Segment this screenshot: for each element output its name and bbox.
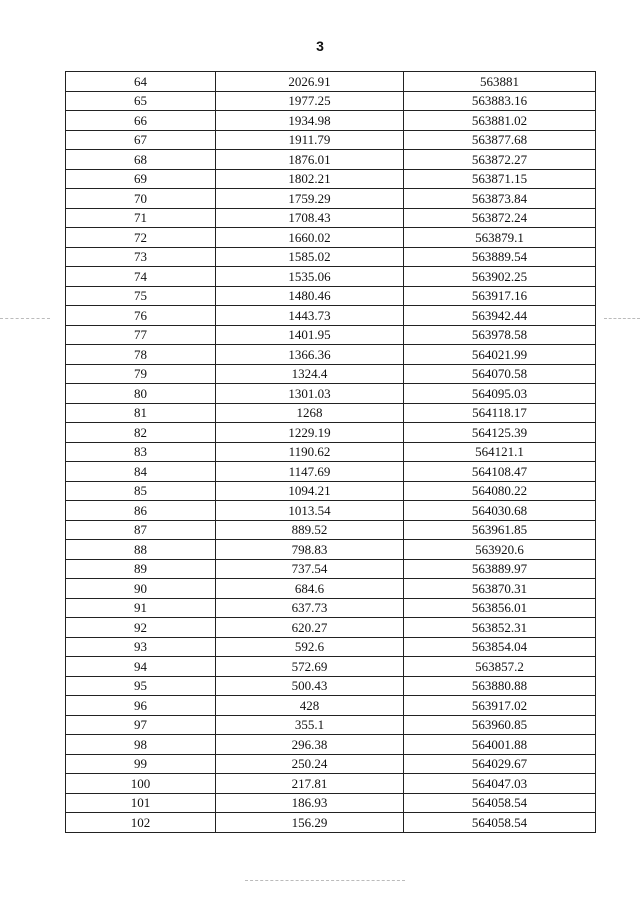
- y-coordinate-cell: 564047.03: [404, 774, 596, 794]
- table-row: [66, 72, 596, 92]
- x-coordinate-cell: 1535.06: [216, 267, 404, 287]
- table-body: [66, 72, 596, 833]
- y-coordinate-cell: 563902.25: [404, 267, 596, 287]
- point-number-cell: 88: [66, 540, 216, 560]
- y-coordinate-cell: 564029.67: [404, 754, 596, 774]
- point-number-cell: 74: [66, 267, 216, 287]
- point-number-cell: 83: [66, 442, 216, 462]
- point-number-cell: 80: [66, 384, 216, 404]
- point-number-cell: 77: [66, 325, 216, 345]
- x-coordinate-cell: 500.43: [216, 676, 404, 696]
- table-row: [66, 345, 596, 365]
- y-coordinate-cell: 563872.24: [404, 208, 596, 228]
- y-coordinate-cell: 563852.31: [404, 618, 596, 638]
- y-coordinate-cell: 563917.02: [404, 696, 596, 716]
- y-coordinate-cell: 563961.85: [404, 520, 596, 540]
- table-row: [66, 793, 596, 813]
- point-number-cell: 91: [66, 598, 216, 618]
- x-coordinate-cell: 620.27: [216, 618, 404, 638]
- point-number-cell: 69: [66, 169, 216, 189]
- y-coordinate-cell: 564001.88: [404, 735, 596, 755]
- margin-mark-right: [604, 318, 640, 320]
- table-row: [66, 111, 596, 131]
- table-row: [66, 462, 596, 482]
- table-row: [66, 325, 596, 345]
- point-number-cell: 75: [66, 286, 216, 306]
- y-coordinate-cell: 563880.88: [404, 676, 596, 696]
- table-row: [66, 559, 596, 579]
- x-coordinate-cell: 684.6: [216, 579, 404, 599]
- x-coordinate-cell: 1480.46: [216, 286, 404, 306]
- point-number-cell: 101: [66, 793, 216, 813]
- point-number-cell: 97: [66, 715, 216, 735]
- x-coordinate-cell: 1660.02: [216, 228, 404, 248]
- table-row: [66, 364, 596, 384]
- table-row: [66, 754, 596, 774]
- x-coordinate-cell: 1094.21: [216, 481, 404, 501]
- y-coordinate-cell: 564058.54: [404, 793, 596, 813]
- y-coordinate-cell: 564108.47: [404, 462, 596, 482]
- y-coordinate-cell: 563917.16: [404, 286, 596, 306]
- table-row: [66, 403, 596, 423]
- x-coordinate-cell: 186.93: [216, 793, 404, 813]
- margin-mark-left: [0, 318, 50, 320]
- x-coordinate-cell: 1802.21: [216, 169, 404, 189]
- point-number-cell: 68: [66, 150, 216, 170]
- point-number-cell: 86: [66, 501, 216, 521]
- point-number-cell: 64: [66, 72, 216, 92]
- y-coordinate-cell: 564121.1: [404, 442, 596, 462]
- y-coordinate-cell: 563883.16: [404, 91, 596, 111]
- point-number-cell: 78: [66, 345, 216, 365]
- point-number-cell: 96: [66, 696, 216, 716]
- table-row: [66, 715, 596, 735]
- x-coordinate-cell: 1301.03: [216, 384, 404, 404]
- table-row: [66, 637, 596, 657]
- x-coordinate-cell: 1876.01: [216, 150, 404, 170]
- point-number-cell: 89: [66, 559, 216, 579]
- point-number-cell: 92: [66, 618, 216, 638]
- point-number-cell: 90: [66, 579, 216, 599]
- table-row: [66, 208, 596, 228]
- table-row: [66, 520, 596, 540]
- point-number-cell: 66: [66, 111, 216, 131]
- x-coordinate-cell: 1977.25: [216, 91, 404, 111]
- x-coordinate-cell: 217.81: [216, 774, 404, 794]
- point-number-cell: 95: [66, 676, 216, 696]
- point-number-cell: 94: [66, 657, 216, 677]
- x-coordinate-cell: 1401.95: [216, 325, 404, 345]
- table-row: [66, 735, 596, 755]
- x-coordinate-cell: 1585.02: [216, 247, 404, 267]
- y-coordinate-cell: 564021.99: [404, 345, 596, 365]
- x-coordinate-cell: 889.52: [216, 520, 404, 540]
- x-coordinate-cell: 428: [216, 696, 404, 716]
- y-coordinate-cell: 564080.22: [404, 481, 596, 501]
- y-coordinate-cell: 563854.04: [404, 637, 596, 657]
- y-coordinate-cell: 563873.84: [404, 189, 596, 209]
- y-coordinate-cell: 563978.58: [404, 325, 596, 345]
- table-row: [66, 501, 596, 521]
- x-coordinate-cell: 250.24: [216, 754, 404, 774]
- table-row: [66, 579, 596, 599]
- x-coordinate-cell: 1229.19: [216, 423, 404, 443]
- table-row: [66, 423, 596, 443]
- y-coordinate-cell: 564070.58: [404, 364, 596, 384]
- y-coordinate-cell: 563920.6: [404, 540, 596, 560]
- y-coordinate-cell: 564118.17: [404, 403, 596, 423]
- margin-mark-bottom: [245, 880, 405, 882]
- table-row: [66, 442, 596, 462]
- y-coordinate-cell: 564095.03: [404, 384, 596, 404]
- table-row: [66, 228, 596, 248]
- table-row: [66, 247, 596, 267]
- table-row: [66, 618, 596, 638]
- table-row: [66, 91, 596, 111]
- y-coordinate-cell: 563871.15: [404, 169, 596, 189]
- x-coordinate-cell: 737.54: [216, 559, 404, 579]
- table-row: [66, 189, 596, 209]
- table-row: [66, 130, 596, 150]
- y-coordinate-cell: 563889.54: [404, 247, 596, 267]
- point-number-cell: 73: [66, 247, 216, 267]
- x-coordinate-cell: 355.1: [216, 715, 404, 735]
- table-row: [66, 150, 596, 170]
- point-number-cell: 84: [66, 462, 216, 482]
- point-number-cell: 76: [66, 306, 216, 326]
- y-coordinate-cell: 563857.2: [404, 657, 596, 677]
- page-number: 3: [316, 38, 324, 54]
- point-number-cell: 102: [66, 813, 216, 833]
- x-coordinate-cell: 2026.91: [216, 72, 404, 92]
- y-coordinate-cell: 563881: [404, 72, 596, 92]
- point-number-cell: 72: [66, 228, 216, 248]
- point-number-cell: 87: [66, 520, 216, 540]
- point-number-cell: 82: [66, 423, 216, 443]
- y-coordinate-cell: 564125.39: [404, 423, 596, 443]
- x-coordinate-cell: 1147.69: [216, 462, 404, 482]
- table-row: [66, 384, 596, 404]
- x-coordinate-cell: 1934.98: [216, 111, 404, 131]
- table-row: [66, 774, 596, 794]
- point-number-cell: 99: [66, 754, 216, 774]
- x-coordinate-cell: 1324.4: [216, 364, 404, 384]
- coordinates-table: [65, 71, 596, 833]
- x-coordinate-cell: 1759.29: [216, 189, 404, 209]
- table-row: [66, 676, 596, 696]
- table-row: [66, 598, 596, 618]
- table-row: [66, 306, 596, 326]
- x-coordinate-cell: 798.83: [216, 540, 404, 560]
- point-number-cell: 85: [66, 481, 216, 501]
- x-coordinate-cell: 572.69: [216, 657, 404, 677]
- y-coordinate-cell: 563879.1: [404, 228, 596, 248]
- table-row: [66, 813, 596, 833]
- x-coordinate-cell: 1190.62: [216, 442, 404, 462]
- point-number-cell: 70: [66, 189, 216, 209]
- y-coordinate-cell: 563881.02: [404, 111, 596, 131]
- table-row: [66, 540, 596, 560]
- y-coordinate-cell: 563872.27: [404, 150, 596, 170]
- table-row: [66, 169, 596, 189]
- table-row: [66, 696, 596, 716]
- point-number-cell: 79: [66, 364, 216, 384]
- point-number-cell: 98: [66, 735, 216, 755]
- point-number-cell: 81: [66, 403, 216, 423]
- y-coordinate-cell: 563942.44: [404, 306, 596, 326]
- x-coordinate-cell: 1013.54: [216, 501, 404, 521]
- point-number-cell: 93: [66, 637, 216, 657]
- y-coordinate-cell: 563889.97: [404, 559, 596, 579]
- x-coordinate-cell: 1911.79: [216, 130, 404, 150]
- y-coordinate-cell: 563960.85: [404, 715, 596, 735]
- point-number-cell: 65: [66, 91, 216, 111]
- x-coordinate-cell: 1366.36: [216, 345, 404, 365]
- x-coordinate-cell: 1268: [216, 403, 404, 423]
- x-coordinate-cell: 296.38: [216, 735, 404, 755]
- x-coordinate-cell: 592.6: [216, 637, 404, 657]
- y-coordinate-cell: 563856.01: [404, 598, 596, 618]
- x-coordinate-cell: 156.29: [216, 813, 404, 833]
- y-coordinate-cell: 564030.68: [404, 501, 596, 521]
- y-coordinate-cell: 563877.68: [404, 130, 596, 150]
- y-coordinate-cell: 564058.54: [404, 813, 596, 833]
- x-coordinate-cell: 1443.73: [216, 306, 404, 326]
- table-row: [66, 267, 596, 287]
- table-row: [66, 657, 596, 677]
- table-row: [66, 481, 596, 501]
- y-coordinate-cell: 563870.31: [404, 579, 596, 599]
- point-number-cell: 71: [66, 208, 216, 228]
- x-coordinate-cell: 637.73: [216, 598, 404, 618]
- x-coordinate-cell: 1708.43: [216, 208, 404, 228]
- point-number-cell: 67: [66, 130, 216, 150]
- table-row: [66, 286, 596, 306]
- point-number-cell: 100: [66, 774, 216, 794]
